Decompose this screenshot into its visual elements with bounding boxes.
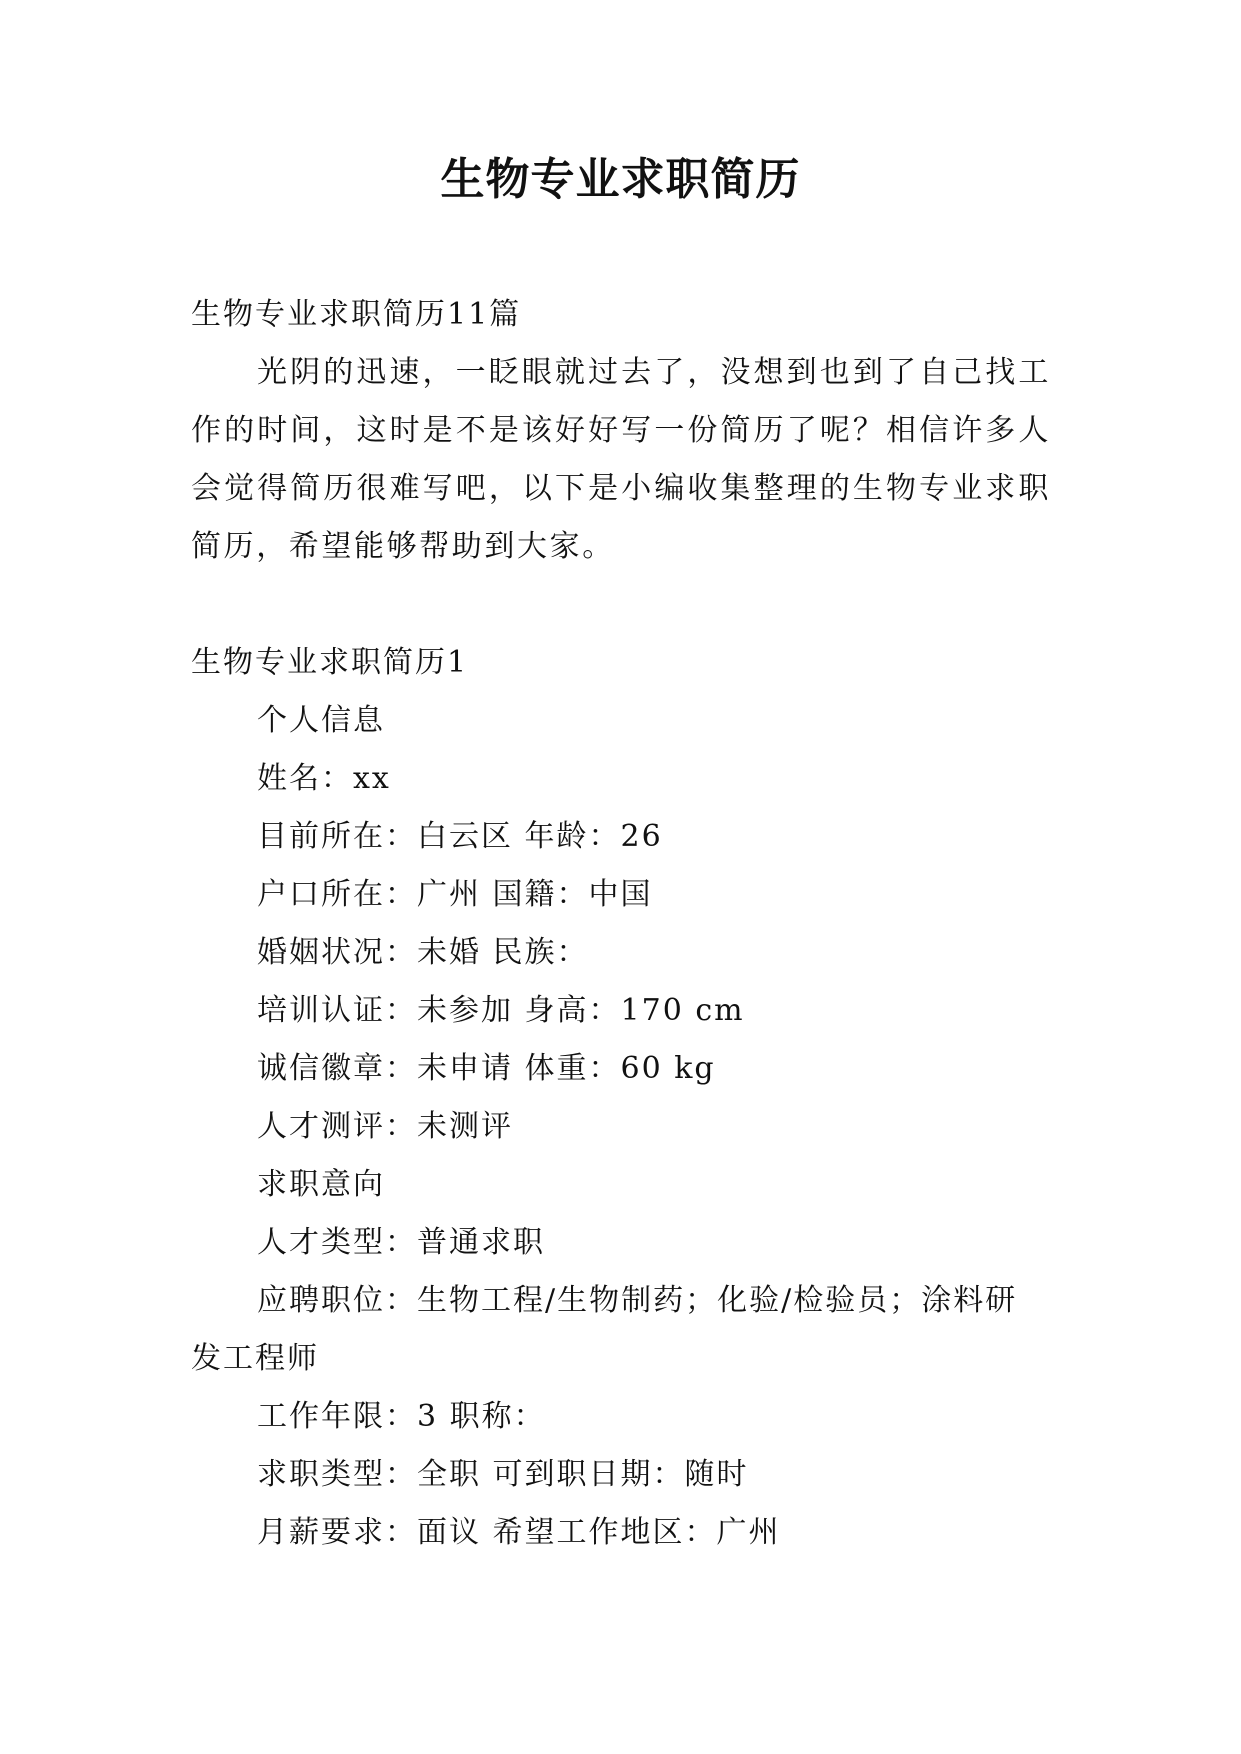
position-line: 应聘职位：生物工程/生物制药；化验/检验员；涂料研 (257, 1283, 1018, 1318)
years-title-line: 工作年限：3 职称： (257, 1399, 546, 1434)
job-intention-heading: 求职意向 (257, 1167, 385, 1202)
intro-paragraph: 光阴的迅速，一眨眼就过去了，没想到也到了自己找工作的时间，这时是不是该好好写一份简历了呢？相信许多人会觉得简历很难写吧，以下是小编收集整理的生物专业求职简历，希望能够帮助到大家。 (191, 355, 1051, 564)
subtitle: 生物专业求职简历11篇 (191, 297, 522, 332)
integrity-weight-line: 诚信徽章：未申请 体重：60 kg (257, 1051, 716, 1086)
talent-type-line: 人才类型：普通求职 (257, 1225, 545, 1260)
assessment-line: 人才测评：未测评 (257, 1109, 513, 1144)
personal-info-heading: 个人信息 (257, 703, 385, 738)
section-title: 生物专业求职简历1 (191, 645, 469, 680)
training-height-line: 培训认证：未参加 身高：170 cm (257, 993, 745, 1028)
marital-ethnicity-line: 婚姻状况：未婚 民族： (257, 935, 589, 970)
salary-area-line: 月薪要求：面议 希望工作地区：广州 (257, 1515, 781, 1550)
position-line-continued: 发工程师 (191, 1341, 319, 1376)
location-age-line: 目前所在：白云区 年龄：26 (257, 819, 663, 854)
job-type-date-line: 求职类型：全职 可到职日期：随时 (257, 1457, 749, 1492)
document-title: 生物专业求职简历 (440, 154, 801, 205)
hukou-nationality-line: 户口所在：广州 国籍：中国 (257, 877, 653, 912)
document-body (191, 286, 1051, 1562)
spacer (191, 576, 1051, 634)
name-line: 姓名：xx (257, 761, 391, 796)
